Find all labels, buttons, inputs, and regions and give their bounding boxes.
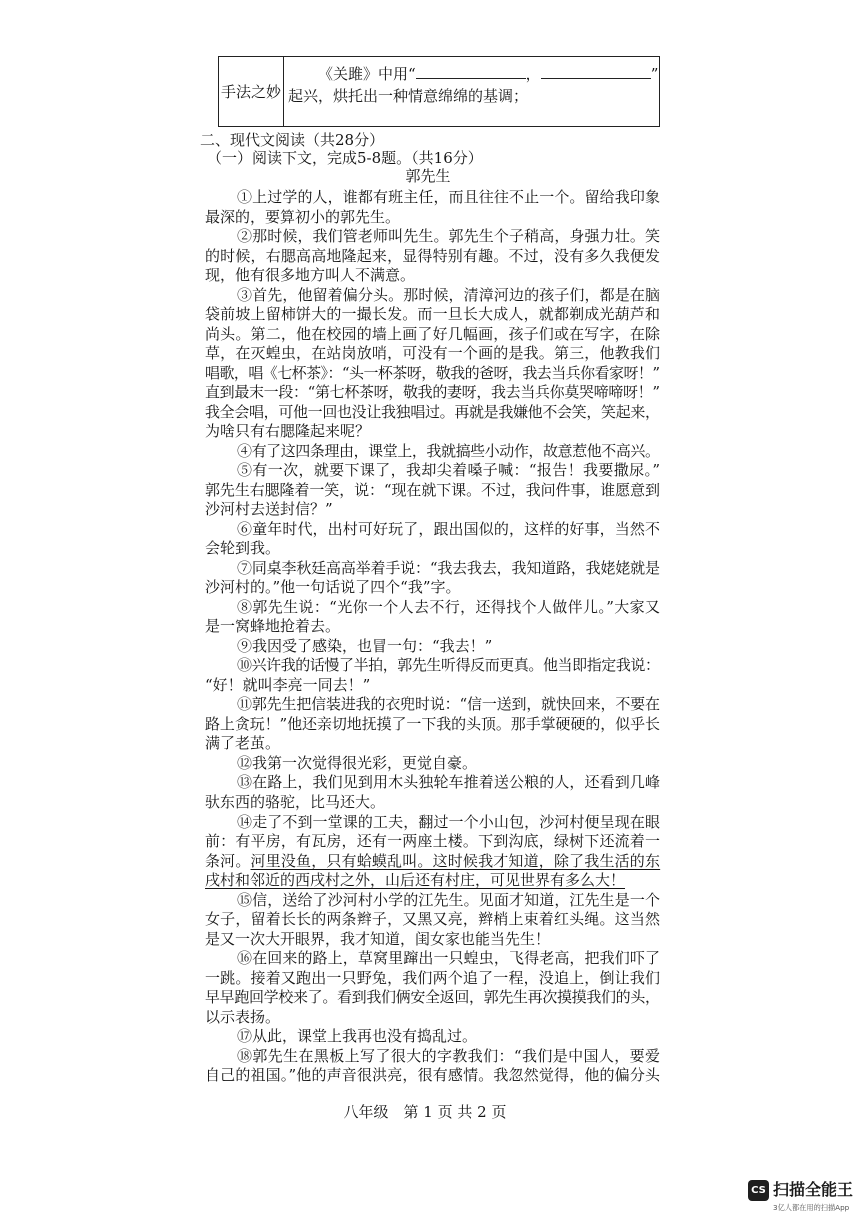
text-line: [205, 1066, 660, 1086]
line-content: [237, 949, 660, 969]
text-line: [205, 734, 660, 754]
paragraph-2: [205, 227, 660, 286]
line-content: [237, 442, 660, 462]
text-line: [205, 773, 660, 793]
line-text: ⑮信，送给了沙河村小学的江先生。见面才知道，江先生是一个: [237, 890, 661, 909]
line-content: [237, 1027, 477, 1047]
text-line: [205, 481, 660, 501]
line-text: ⑩兴许我的话慢了半拍，郭先生听得反而更真。他当即指定我说：: [237, 656, 660, 675]
line-content: [205, 266, 415, 286]
line-text: 驮东西的骆驼，比马还大。: [205, 792, 386, 811]
paragraph-7: [205, 559, 660, 598]
line-text: 我全会唱，可他一回也没让我独唱过。再就是我嫌他不会笑，笑起来，: [205, 402, 660, 421]
line-content: [237, 598, 660, 618]
line-text: 现，他有很多地方叫人不满意。: [205, 266, 416, 285]
line-content: [237, 695, 660, 715]
paragraph-12: [205, 754, 660, 774]
text-line: [205, 364, 660, 384]
line-content: [205, 422, 370, 442]
table-row-content: [284, 57, 659, 126]
answer-table: [218, 56, 660, 127]
line-content: [205, 344, 660, 364]
line-text: 前：有平房，有瓦房，还有一两座土楼。下到沟底，绿树下还流着一: [205, 832, 661, 851]
line-text: 最深的，要算初小的郭先生。: [205, 207, 401, 226]
text-line: [205, 578, 660, 598]
line-content: [205, 403, 660, 423]
line-text: ⑰从此，课堂上我再也没有捣乱过。: [237, 1027, 478, 1046]
line-text: ⑨我因受了感染，也冒一句：“我去！”: [237, 636, 493, 655]
text-line: [205, 969, 660, 989]
line-content: [205, 383, 660, 403]
text-line: [205, 227, 660, 247]
camscanner-logo-icon: CS: [748, 1180, 769, 1201]
line-text: 为啥只有右腮隆起来呢？: [205, 422, 371, 441]
paragraph-5: [205, 461, 660, 520]
subsection-title: （一）阅读下文，完成5-8题。（共16分）: [207, 149, 483, 167]
line-content: [237, 754, 477, 774]
article-title: 郭先生: [405, 167, 451, 185]
section-title: 二、现代文阅读（共28分）: [200, 131, 385, 149]
paragraph-11: [205, 695, 660, 754]
line-content: [237, 286, 660, 306]
line-content: [205, 910, 660, 930]
text-line: [205, 949, 660, 969]
line-content: [205, 305, 660, 325]
line-text: 直到最末一段：“第七杯茶呀，敬我的妻呀，我去当兵你莫哭啼啼呀！”: [205, 383, 660, 402]
line-text: 路上贪玩！”他还亲切地抚摸了一下我的头顶。那手掌硬硬的，似乎长: [205, 714, 660, 733]
text-line: [205, 520, 660, 540]
line-text: 沙河村的。”他一句话说了四个“我”字。: [205, 578, 461, 597]
line-content: [237, 637, 492, 657]
text-line: [205, 461, 660, 481]
line-content: [237, 891, 660, 911]
line-text: ①上过学的人，谁都有班主任，而且往往不止一个。留给我印象: [237, 188, 661, 206]
line-content: [205, 793, 385, 813]
line-text: ②那时候，我们管老师叫先生。郭先生个子稍高，身强力壮。笑: [237, 227, 661, 246]
paragraph-6: [205, 520, 660, 559]
line-content: [205, 208, 400, 228]
line-text: ⑧郭先生说：“光你一个人去不行，还得找个人做伴儿。”大家又: [237, 597, 661, 616]
text-line: [205, 852, 660, 872]
line-content: [205, 930, 550, 950]
line-text: 郭先生右腮隆着一笑，说：“现在就下课。不过，我问件事，谁愿意到: [205, 480, 660, 499]
paragraph-17: [205, 1027, 660, 1047]
text-line: [205, 598, 660, 618]
paragraph-13: [205, 773, 660, 812]
text-line: [205, 286, 660, 306]
article-body: [205, 188, 660, 1086]
text-line: [205, 793, 660, 813]
watermark-brand: 扫描全能王: [773, 1180, 854, 1199]
text-line: [205, 325, 660, 345]
text-line: [205, 695, 660, 715]
text-line: [205, 715, 660, 735]
line-text: 沙河村去送封信？”: [205, 500, 333, 519]
line-content: [205, 325, 660, 345]
line-content: [205, 988, 660, 1008]
line-content: [237, 1047, 660, 1067]
line-text: ⑪郭先生把信装进我的衣兜时说：“信一送到，就快回来，不要在: [237, 695, 660, 714]
line-text: ⑬在路上，我们见到用木头独轮车推着送公粮的人，还看到几峰: [237, 773, 661, 792]
line-content: [205, 500, 333, 520]
line-text: “好！就叫李亮一同去！”: [205, 675, 371, 694]
line-text: 唱歌，唱《七杯茶》：“头一杯茶呀，敬我的爸呀，我去当兵你看家呀！”: [205, 363, 660, 382]
line-content: [205, 715, 660, 735]
line-text: 草，在灭蝗虫，在站岗放哨，可没有一个画的是我。第三，他教我们: [205, 344, 661, 363]
line-content: [237, 461, 660, 481]
text-line: [205, 208, 660, 228]
line-content: [237, 227, 660, 247]
line-content: [205, 481, 660, 501]
line-content: [205, 578, 461, 598]
scanner-watermark: [748, 1179, 863, 1215]
line-text: ⑫我第一次觉得很光彩，更觉自豪。: [237, 753, 478, 772]
text-line: [205, 988, 660, 1008]
line-content: [205, 539, 280, 559]
line-text: 自己的祖国。”他的声音很洪亮，很有感情。我忽然觉得，他的偏分头: [205, 1066, 661, 1085]
text-line: [205, 403, 660, 423]
text-line: [205, 500, 660, 520]
line-text: 的时候，右腮高高地隆起来，显得特别有趣。不过，没有多久我便发: [205, 246, 661, 265]
answer-blank-2: [541, 63, 651, 79]
line-content: [237, 559, 660, 579]
paragraph-10: [205, 656, 660, 695]
paragraph-3: [205, 286, 660, 442]
line-text: 是一窝蜂地抢着去。: [205, 617, 341, 636]
paragraph-16: [205, 949, 660, 1027]
text-line: [205, 1027, 660, 1047]
table-prompt-line-2: 起兴，烘托出一种情意绵绵的基调；: [288, 87, 529, 105]
line-text: ④有了这四条理由，课堂上，我就搞些小动作，故意惹他不高兴。: [237, 441, 660, 460]
line-text: ⑤有一次，就要下课了，我却尖着嗓子喊：“报告！我要撒尿。”: [237, 461, 661, 480]
text-line: [205, 1047, 660, 1067]
text-line: [205, 383, 660, 403]
line-content: [205, 871, 625, 891]
line-text: ⑯在回来的路上，草窝里蹿出一只蝗虫，飞得老高，把我们吓了: [237, 949, 661, 968]
text-line: [205, 754, 660, 774]
text-line: [205, 422, 660, 442]
text-line: [205, 910, 660, 930]
line-text: 以示表扬。: [205, 1007, 281, 1026]
line-text: 早早跑回学校来了。看到我们俩安全返回，郭先生再次摸摸我们的头，: [205, 988, 660, 1007]
text-line: [205, 442, 660, 462]
line-content: [205, 832, 660, 852]
paragraph-4: [205, 442, 660, 462]
line-content: [237, 813, 660, 833]
line-content: [205, 247, 660, 267]
line-content: [237, 188, 660, 208]
text-line: [205, 930, 660, 950]
paragraph-1: [205, 188, 660, 227]
text-line: [205, 539, 660, 559]
prompt-open-text: 《关雎》中用“: [318, 65, 416, 83]
table-prompt-line-1: [288, 63, 659, 85]
text-line: [205, 891, 660, 911]
line-content: [205, 969, 660, 989]
paragraph-15: [205, 891, 660, 950]
line-text: 满了老茧。: [205, 734, 281, 753]
line-text: 条河。: [205, 851, 251, 870]
line-content: [205, 364, 659, 384]
line-text: 袋前坡上留柿饼大的一撮长发。而一旦长大成人，就都剃成光葫芦和: [205, 305, 661, 324]
text-line: [205, 637, 660, 657]
line-text: ⑱郭先生在黑板上写了很大的字教我们：“我们是中国人，要爱: [237, 1046, 661, 1065]
paragraph-8: [205, 598, 660, 637]
paragraph-18: [205, 1047, 660, 1086]
underlined-text: 河里没鱼，只有蛤蟆乱叫。这时候我才知道，除了我生活的东: [250, 851, 661, 870]
text-line: [205, 617, 660, 637]
line-content: [237, 773, 660, 793]
line-content: [205, 1066, 660, 1086]
watermark-tagline: 3亿人都在用的扫描App: [773, 1204, 850, 1212]
line-text: ⑭走了不到一堂课的工夫，翻过一个小山包，沙河村便呈现在眼: [237, 812, 661, 831]
line-text: 女子，留着长长的两条辫子，又黑又亮，辫梢上束着红头绳。这当然: [205, 910, 661, 929]
text-line: [205, 305, 660, 325]
line-content: [237, 520, 660, 540]
text-line: [205, 871, 660, 891]
text-line: [205, 813, 660, 833]
line-text: ⑥童年时代，出村可好玩了，跟出国似的，这样的好事，当然不: [237, 519, 661, 538]
page-footer: 八年级 第 1 页 共 2 页: [343, 1103, 507, 1121]
prompt-close-text: ”: [650, 65, 659, 83]
line-text: 是又一次大开眼界，我才知道，闺女家也能当先生！: [205, 929, 551, 948]
line-content: [205, 734, 280, 754]
line-content: [205, 617, 340, 637]
paragraph-9: [205, 637, 660, 657]
line-content: [205, 1008, 280, 1028]
text-line: [205, 656, 660, 676]
line-text: 会轮到我。: [205, 539, 281, 558]
text-line: [205, 676, 660, 696]
table-row-label: 手法之妙: [219, 57, 284, 126]
text-line: [205, 559, 660, 579]
text-line: [205, 1008, 660, 1028]
text-line: [205, 832, 660, 852]
answer-blank-1: [416, 63, 526, 79]
line-text: 尚头。第二，他在校园的墙上画了好几幅画，孩子们或在写字，在除: [205, 324, 661, 343]
blank-separator: ，: [525, 65, 541, 83]
text-line: [205, 188, 660, 208]
line-text: ⑦同桌李秋廷高高举着手说：“我去我去，我知道路，我姥姥就是: [237, 558, 660, 577]
line-content: [205, 676, 370, 696]
line-content: [205, 852, 660, 872]
text-line: [205, 247, 660, 267]
underlined-text: 戌村和邻近的西戌村之外，山后还有村庄，可见世界有多么大！: [205, 871, 626, 890]
line-text: ③首先，他留着偏分头。那时候，清漳河边的孩子们，都是在脑: [237, 285, 661, 304]
paragraph-14: [205, 813, 660, 891]
text-line: [205, 344, 660, 364]
line-content: [237, 656, 660, 676]
line-text: 一跳。接着又跑出一只野兔，我们两个追了一程，没追上，倒让我们: [205, 968, 661, 987]
text-line: [205, 266, 660, 286]
